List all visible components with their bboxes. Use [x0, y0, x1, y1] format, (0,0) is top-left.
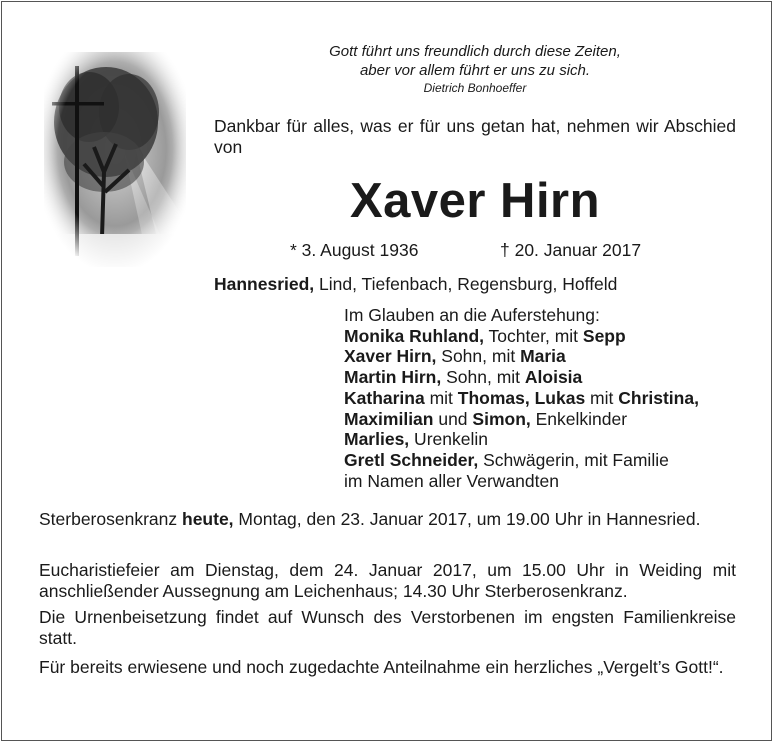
deceased-name: Xaver Hirn [349, 174, 601, 228]
family-line [344, 409, 699, 430]
family-relation: Urenkelin [409, 429, 488, 450]
family-name-bold: Martin Hirn, [344, 367, 442, 388]
burial-paragraph: Die Urnenbeisetzung findet auf Wunsch des Verstorbenen im engsten Familienkreise statt. [39, 607, 736, 648]
places-rest: Lind, Tiefenbach, Regensburg, Hoffeld [314, 274, 618, 294]
family-line [344, 450, 699, 471]
family-relation: Sohn, mit [441, 367, 525, 388]
intro-text: Dankbar für alles, was er für uns getan hat, nehmen wir Abschied von [214, 116, 736, 157]
family-name-bold: Monika Ruhland, [344, 325, 484, 346]
family-line [344, 388, 699, 409]
family-list [344, 305, 699, 491]
family-name-bold: Christina, [618, 387, 699, 408]
family-relation: Schwägerin, mit Familie [478, 449, 669, 470]
places-line [214, 274, 617, 295]
family-relation: Sohn, mit [436, 346, 521, 367]
quote-line-1: Gott führt uns freundlich durch diese Zeiten, [329, 43, 621, 60]
family-relation: und [433, 408, 473, 429]
p1-today: heute, [182, 509, 234, 529]
family-name-bold: Xaver Hirn, [344, 346, 437, 367]
quote-line-2: aber vor allem führt er uns zu sich. [359, 62, 591, 79]
rosary-paragraph [39, 509, 736, 530]
family-relation: Tochter, mit [484, 325, 583, 346]
family-name-bold: Maria [520, 346, 566, 367]
family-name-bold: Aloisia [524, 367, 583, 388]
family-name-bold: Katharina [344, 387, 425, 408]
thanks-paragraph: Für bereits erwiesene und noch zugedachte Anteilnahme ein herzliches „Vergelt’s Gott!“. [39, 657, 724, 677]
family-relation: mit [424, 387, 458, 408]
family-heading: Im Glauben an die Auferstehung: [344, 305, 600, 325]
p1-rest: Montag, den 23. Januar 2017, um 19.00 Uhr in Hannesried. [233, 509, 701, 529]
family-name-bold: Simon, [472, 408, 531, 429]
p1-start: Sterberosenkranz [39, 509, 182, 529]
family-name-bold: Maximilian [344, 408, 434, 429]
family-name-bold: Thomas, Lukas [457, 387, 586, 408]
place-primary: Hannesried, [214, 274, 315, 294]
family-name-bold: Gretl Schneider, [344, 449, 479, 470]
quote-block [215, 42, 735, 96]
quote-author: Dietrich Bonhoeffer [423, 81, 527, 95]
family-relation: Enkelkinder [530, 408, 628, 429]
birth-date: * 3. August 1936 [290, 240, 419, 260]
death-date: † 20. Januar 2017 [500, 240, 642, 260]
family-relation: im Namen aller Verwandten [344, 470, 559, 491]
tree-cross-image [44, 52, 186, 267]
family-relation: mit [585, 387, 619, 408]
family-name-bold: Marlies, [344, 429, 410, 450]
family-line [344, 326, 699, 347]
family-line [344, 471, 699, 492]
eucharist-paragraph: Eucharistiefeier am Dienstag, dem 24. Januar 2017, um 15.00 Uhr in Weiding mit anschließender Aussegnung am Leichenhaus; 14.30 Uhr Sterberosenkranz. [39, 560, 736, 601]
family-line [344, 346, 699, 367]
family-line [344, 367, 699, 388]
family-line [344, 429, 699, 450]
family-name-bold: Sepp [582, 325, 626, 346]
